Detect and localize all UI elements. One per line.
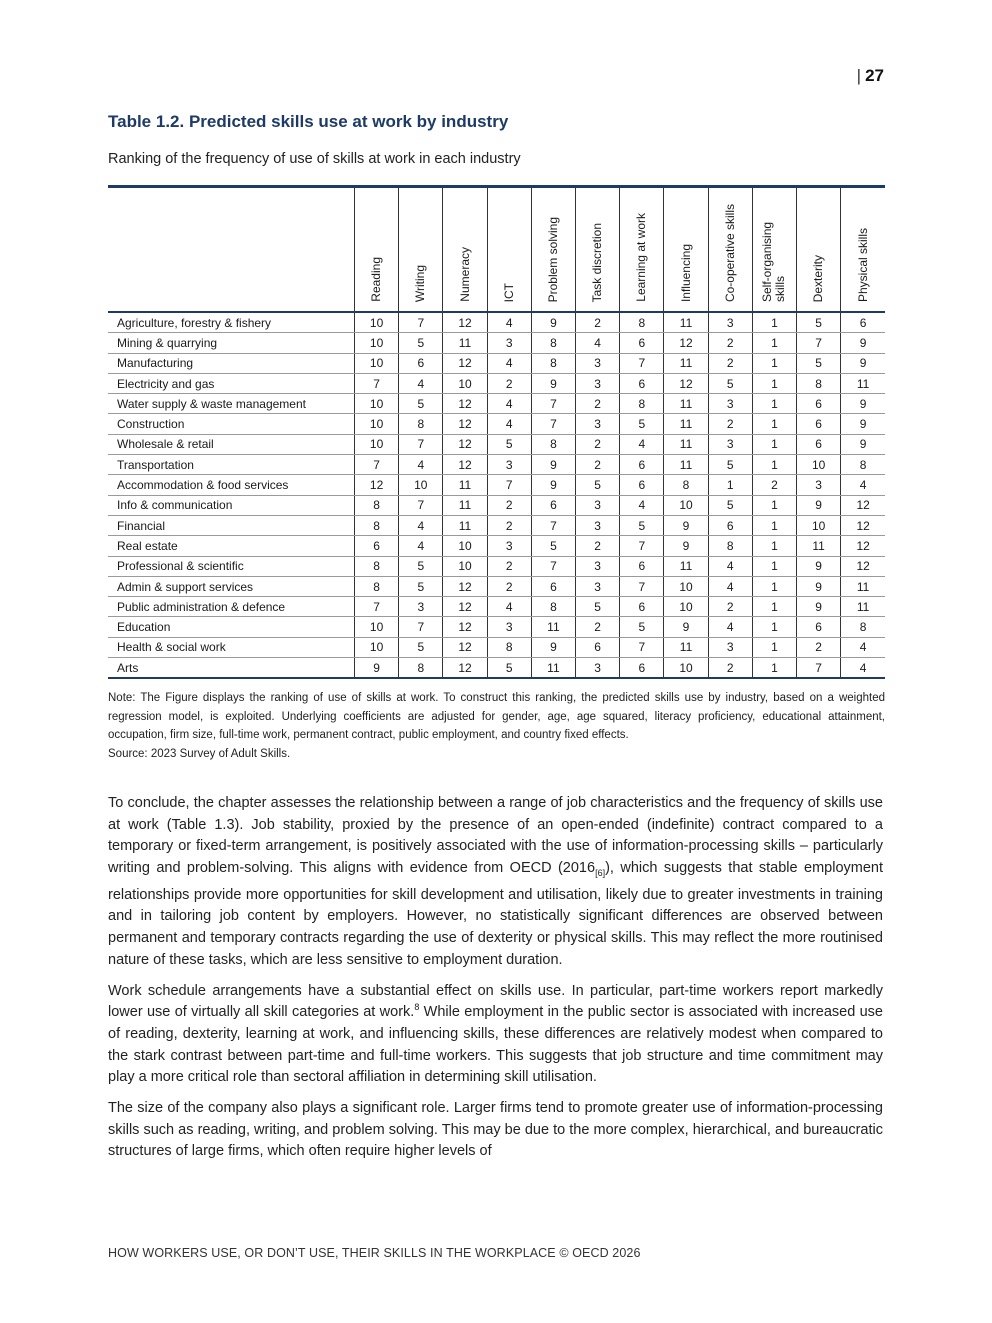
rank-cell: 10 xyxy=(797,515,841,535)
paragraph-3: The size of the company also plays a significant role. Larger firms tend to promote greater use of information-processing skills such as reading, writing, and problem solving. This may be due to the more complex, hierarchical, and bureaucratic structures of large firms, which often require higher levels of xyxy=(108,1100,883,1160)
rank-cell: 1 xyxy=(752,312,796,333)
rank-cell: 5 xyxy=(399,333,443,353)
rank-cell: 7 xyxy=(531,556,575,576)
rank-cell: 8 xyxy=(620,312,664,333)
rank-cell: 7 xyxy=(399,312,443,333)
rank-cell: 2 xyxy=(576,394,620,414)
rank-cell: 11 xyxy=(443,475,487,495)
rank-cell: 5 xyxy=(797,353,841,373)
rank-cell: 8 xyxy=(664,475,708,495)
rank-cell: 9 xyxy=(841,434,885,454)
rank-cell: 10 xyxy=(664,576,708,596)
rank-cell: 5 xyxy=(399,576,443,596)
rank-cell: 9 xyxy=(664,515,708,535)
rank-cell: 9 xyxy=(841,333,885,353)
industry-cell: Mining & quarrying xyxy=(108,333,355,353)
rank-cell: 10 xyxy=(355,333,399,353)
rank-cell: 2 xyxy=(576,312,620,333)
rank-cell: 12 xyxy=(841,495,885,515)
rank-cell: 1 xyxy=(752,434,796,454)
rank-cell: 4 xyxy=(399,515,443,535)
rank-cell: 10 xyxy=(355,617,399,637)
table-row xyxy=(108,658,885,679)
column-header-label: Problem solving xyxy=(545,216,560,302)
rank-cell: 4 xyxy=(487,414,531,434)
rank-cell: 10 xyxy=(443,556,487,576)
rank-cell: 5 xyxy=(708,495,752,515)
rank-cell: 7 xyxy=(531,515,575,535)
rank-cell: 11 xyxy=(443,333,487,353)
column-header xyxy=(443,187,487,313)
rank-cell: 2 xyxy=(576,617,620,637)
rank-cell: 5 xyxy=(487,658,531,679)
column-header xyxy=(841,187,885,313)
page-number-value: 27 xyxy=(865,66,884,85)
table-row xyxy=(108,333,885,353)
rank-cell: 3 xyxy=(797,475,841,495)
rank-cell: 1 xyxy=(752,515,796,535)
rank-cell: 12 xyxy=(841,556,885,576)
rank-cell: 3 xyxy=(576,576,620,596)
rank-cell: 1 xyxy=(752,597,796,617)
industry-header xyxy=(108,187,355,313)
rank-cell: 10 xyxy=(355,637,399,657)
rank-cell: 6 xyxy=(797,394,841,414)
rank-cell: 8 xyxy=(355,495,399,515)
rank-cell: 8 xyxy=(531,434,575,454)
rank-cell: 11 xyxy=(797,536,841,556)
industry-cell: Financial xyxy=(108,515,355,535)
rank-cell: 2 xyxy=(487,373,531,393)
rank-cell: 10 xyxy=(443,373,487,393)
rank-cell: 5 xyxy=(708,373,752,393)
rank-cell: 7 xyxy=(620,576,664,596)
rank-cell: 8 xyxy=(531,353,575,373)
paragraph-2-part-b: While employment in the public sector is associated with increased use of reading, dexterity, learning at work, and influencing skills, these differences are relatively modest when compared to the stark contrast between part-time and full-time workers. This suggests that job structure and time commitment may play a more critical role than sectoral affiliation in determining skill utilisation. xyxy=(108,1004,883,1086)
industry-cell: Real estate xyxy=(108,536,355,556)
table-row xyxy=(108,475,885,495)
column-header xyxy=(487,187,531,313)
rank-cell: 7 xyxy=(355,597,399,617)
rank-cell: 9 xyxy=(841,353,885,373)
rank-cell: 6 xyxy=(841,312,885,333)
rank-cell: 5 xyxy=(399,556,443,576)
rank-cell: 4 xyxy=(487,597,531,617)
column-header xyxy=(797,187,841,313)
rank-cell: 7 xyxy=(355,455,399,475)
rank-cell: 5 xyxy=(399,394,443,414)
rank-cell: 2 xyxy=(708,414,752,434)
rank-cell: 12 xyxy=(443,414,487,434)
rank-cell: 10 xyxy=(664,658,708,679)
column-header-label: Learning at work xyxy=(634,213,649,302)
industry-cell: Manufacturing xyxy=(108,353,355,373)
rank-cell: 3 xyxy=(487,455,531,475)
rank-cell: 11 xyxy=(664,414,708,434)
industry-cell: Accommodation & food services xyxy=(108,475,355,495)
table-body xyxy=(108,312,885,678)
rank-cell: 4 xyxy=(620,495,664,515)
table-row xyxy=(108,617,885,637)
table-header-row xyxy=(108,187,885,313)
rank-cell: 8 xyxy=(399,414,443,434)
table-note-block xyxy=(108,689,885,763)
rank-cell: 6 xyxy=(620,333,664,353)
column-header xyxy=(620,187,664,313)
industry-cell: Info & communication xyxy=(108,495,355,515)
industry-cell: Arts xyxy=(117,660,139,675)
rank-cell: 8 xyxy=(620,394,664,414)
paragraph-1 xyxy=(108,793,883,972)
table-title: Table 1.2. Predicted skills use at work by industry xyxy=(108,112,509,131)
table-row xyxy=(108,434,885,454)
rank-cell: 12 xyxy=(443,658,487,679)
rank-cell: 4 xyxy=(576,333,620,353)
rank-cell: 6 xyxy=(620,475,664,495)
paragraph-2-part-a: Work schedule arrangements have a substantial effect on skills use. In particular, part-time workers report markedly lower use of virtually all skill categories at work. xyxy=(108,982,883,1021)
industry-cell: Agriculture, forestry & fishery xyxy=(108,312,355,333)
column-header-label: Numeracy xyxy=(457,247,472,302)
industry-cell: Electricity and gas xyxy=(108,373,355,393)
rank-cell: 2 xyxy=(708,597,752,617)
rank-cell: 5 xyxy=(708,455,752,475)
table-row xyxy=(108,576,885,596)
rank-cell: 1 xyxy=(752,536,796,556)
rank-cell: 12 xyxy=(841,515,885,535)
column-header-label: Self-organising skills xyxy=(760,221,788,302)
rank-cell: 3 xyxy=(399,597,443,617)
rank-cell: 2 xyxy=(576,455,620,475)
table-row xyxy=(108,495,885,515)
table-row xyxy=(108,597,885,617)
rank-cell: 10 xyxy=(664,495,708,515)
rank-cell: 2 xyxy=(708,658,752,679)
rank-cell: 11 xyxy=(531,617,575,637)
rank-cell: 3 xyxy=(487,536,531,556)
rank-cell: 11 xyxy=(664,394,708,414)
rank-cell: 9 xyxy=(797,556,841,576)
rank-cell: 1 xyxy=(752,353,796,373)
rank-cell: 5 xyxy=(620,617,664,637)
rank-cell: 8 xyxy=(708,536,752,556)
rank-cell: 10 xyxy=(355,312,399,333)
rank-cell: 11 xyxy=(664,434,708,454)
rank-cell: 6 xyxy=(620,658,664,679)
rank-cell: 11 xyxy=(531,658,575,679)
rank-cell: 9 xyxy=(841,414,885,434)
rank-cell: 1 xyxy=(752,394,796,414)
rank-cell: 9 xyxy=(797,597,841,617)
industry-cell: Education xyxy=(108,617,355,637)
rank-cell: 1 xyxy=(752,414,796,434)
rank-cell: 3 xyxy=(576,495,620,515)
rank-cell: 7 xyxy=(399,495,443,515)
rank-cell: 3 xyxy=(576,515,620,535)
rank-cell: 11 xyxy=(443,515,487,535)
rank-cell: 1 xyxy=(752,617,796,637)
rank-cell: 7 xyxy=(620,536,664,556)
rank-cell: 8 xyxy=(841,617,885,637)
rank-cell: 12 xyxy=(355,475,399,495)
rank-cell: 6 xyxy=(531,576,575,596)
rank-cell: 12 xyxy=(443,617,487,637)
rank-cell: 11 xyxy=(664,353,708,373)
rank-cell: 11 xyxy=(841,597,885,617)
rank-cell: 10 xyxy=(664,597,708,617)
rank-cell: 2 xyxy=(708,333,752,353)
rank-cell: 9 xyxy=(664,536,708,556)
column-header xyxy=(399,187,443,313)
column-header xyxy=(752,187,796,313)
rank-cell: 6 xyxy=(797,617,841,637)
rank-cell: 5 xyxy=(797,312,841,333)
column-header-label: Task discretion xyxy=(590,222,605,302)
rank-cell: 8 xyxy=(355,556,399,576)
column-header-label: ICT xyxy=(501,282,516,302)
rank-cell: 2 xyxy=(752,475,796,495)
rank-cell: 6 xyxy=(708,515,752,535)
rank-cell: 1 xyxy=(752,658,796,679)
table-row xyxy=(108,455,885,475)
rank-cell: 7 xyxy=(399,617,443,637)
rank-cell: 3 xyxy=(487,333,531,353)
body-text xyxy=(108,793,883,1172)
rank-cell: 4 xyxy=(487,394,531,414)
rank-cell: 3 xyxy=(708,434,752,454)
rank-cell: 12 xyxy=(443,637,487,657)
rank-cell: 12 xyxy=(664,373,708,393)
industry-cell: Admin & support services xyxy=(108,576,355,596)
rank-cell: 7 xyxy=(620,353,664,373)
rank-cell: 12 xyxy=(443,353,487,373)
rank-cell: 11 xyxy=(841,576,885,596)
column-header xyxy=(576,187,620,313)
rank-cell: 10 xyxy=(355,394,399,414)
rank-cell: 8 xyxy=(531,597,575,617)
rank-cell: 2 xyxy=(576,434,620,454)
rank-cell: 1 xyxy=(708,475,752,495)
rank-cell: 12 xyxy=(443,312,487,333)
rank-cell: 9 xyxy=(664,617,708,637)
rank-cell: 12 xyxy=(443,597,487,617)
rank-cell: 4 xyxy=(708,617,752,637)
rank-cell: 7 xyxy=(797,333,841,353)
page-number xyxy=(857,66,884,86)
rank-cell: 9 xyxy=(797,576,841,596)
rank-cell: 2 xyxy=(487,576,531,596)
rank-cell: 2 xyxy=(797,637,841,657)
rank-cell: 7 xyxy=(797,658,841,679)
rank-cell: 4 xyxy=(487,353,531,373)
column-header-label: Reading xyxy=(369,257,384,302)
rank-cell: 9 xyxy=(531,455,575,475)
rank-cell: 4 xyxy=(841,658,885,679)
rank-cell: 2 xyxy=(576,536,620,556)
column-header-label: Influencing xyxy=(678,243,693,302)
industry-cell: Health & social work xyxy=(108,637,355,657)
rank-cell: 9 xyxy=(355,658,399,679)
rank-cell: 11 xyxy=(664,556,708,576)
rank-cell: 11 xyxy=(443,495,487,515)
industry-cell: Water supply & waste management xyxy=(108,394,355,414)
paragraph-1-part-b: ), which suggests that stable employment relationships provide more opportunities for skill development and utilisation, likely due to greater investments in training and in tailoring job content by employers. However, no statistically significant differences are observed between permanent and temporary contracts regarding the use of dexterity or physical skills. This may reflect the more routinised nature of these tasks, which are less sensitive to employment duration. xyxy=(108,860,883,968)
table-note: Note: The Figure displays the ranking of use of skills at work. To construct this ranking, the predicted skills use by industry, based on a weighted regression model, is exploited. Underlying coefficients are adjusted for gender, age, age squared, literacy proficiency, educational attainment, occupation, firm size, full-time work, permanent contract, public employment, and country fixed effects. xyxy=(108,692,885,741)
table-row xyxy=(108,414,885,434)
page-footer: HOW WORKERS USE, OR DON’T USE, THEIR SKILLS IN THE WORKPLACE © OECD 2026 xyxy=(108,1246,641,1260)
rank-cell: 5 xyxy=(399,637,443,657)
rank-cell: 8 xyxy=(399,658,443,679)
skills-table xyxy=(108,185,885,679)
column-header-label: Co-operative skills xyxy=(722,203,737,302)
citation-link[interactable]: [6] xyxy=(595,868,606,878)
rank-cell: 4 xyxy=(708,576,752,596)
table-row xyxy=(108,394,885,414)
rank-cell: 11 xyxy=(664,455,708,475)
rank-cell: 2 xyxy=(487,515,531,535)
rank-cell: 5 xyxy=(487,434,531,454)
rank-cell: 1 xyxy=(752,495,796,515)
rank-cell: 8 xyxy=(841,455,885,475)
rank-cell: 8 xyxy=(355,515,399,535)
rank-cell: 8 xyxy=(797,373,841,393)
rank-cell: 3 xyxy=(576,414,620,434)
rank-cell: 6 xyxy=(797,434,841,454)
table-row xyxy=(108,312,885,333)
rank-cell: 5 xyxy=(576,475,620,495)
rank-cell: 2 xyxy=(487,556,531,576)
paragraph-2 xyxy=(108,981,883,1090)
rank-cell: 6 xyxy=(399,353,443,373)
rank-cell: 10 xyxy=(797,455,841,475)
rank-cell: 1 xyxy=(752,333,796,353)
industry-cell: Public administration & defence xyxy=(108,597,355,617)
rank-cell: 10 xyxy=(399,475,443,495)
rank-cell: 7 xyxy=(355,373,399,393)
rank-cell: 5 xyxy=(576,597,620,617)
table-row xyxy=(108,536,885,556)
rank-cell: 3 xyxy=(576,373,620,393)
rank-cell: 2 xyxy=(708,353,752,373)
rank-cell: 4 xyxy=(708,556,752,576)
rank-cell: 6 xyxy=(531,495,575,515)
table-row xyxy=(108,556,885,576)
rank-cell: 6 xyxy=(620,556,664,576)
rank-cell: 4 xyxy=(487,312,531,333)
rank-cell: 7 xyxy=(487,475,531,495)
column-header xyxy=(355,187,399,313)
footnote-link[interactable]: 8 xyxy=(414,1002,420,1013)
rank-cell: 8 xyxy=(531,333,575,353)
rank-cell: 12 xyxy=(841,536,885,556)
rank-cell: 11 xyxy=(841,373,885,393)
rank-cell: 9 xyxy=(531,475,575,495)
rank-cell: 7 xyxy=(620,637,664,657)
rank-cell: 3 xyxy=(708,394,752,414)
rank-cell: 4 xyxy=(620,434,664,454)
page-number-divider: | xyxy=(856,66,862,85)
rank-cell: 10 xyxy=(355,414,399,434)
rank-cell: 4 xyxy=(399,536,443,556)
rank-cell: 3 xyxy=(576,556,620,576)
rank-cell: 2 xyxy=(487,495,531,515)
table-row xyxy=(108,353,885,373)
rank-cell: 3 xyxy=(487,617,531,637)
rank-cell: 9 xyxy=(531,373,575,393)
rank-cell: 4 xyxy=(841,475,885,495)
rank-cell: 4 xyxy=(841,637,885,657)
rank-cell: 12 xyxy=(443,434,487,454)
rank-cell: 9 xyxy=(797,495,841,515)
industry-cell: Wholesale & retail xyxy=(108,434,355,454)
table-subtitle: Ranking of the frequency of use of skills at work in each industry xyxy=(108,151,521,167)
column-header xyxy=(531,187,575,313)
rank-cell: 1 xyxy=(752,637,796,657)
rank-cell: 1 xyxy=(752,455,796,475)
rank-cell: 10 xyxy=(443,536,487,556)
rank-cell: 6 xyxy=(355,536,399,556)
column-header xyxy=(708,187,752,313)
rank-cell: 5 xyxy=(531,536,575,556)
rank-cell: 6 xyxy=(620,597,664,617)
rank-cell: 12 xyxy=(443,576,487,596)
rank-cell: 4 xyxy=(399,373,443,393)
rank-cell: 9 xyxy=(841,394,885,414)
rank-cell: 1 xyxy=(752,556,796,576)
rank-cell: 3 xyxy=(576,658,620,679)
rank-cell: 5 xyxy=(620,515,664,535)
rank-cell: 8 xyxy=(487,637,531,657)
rank-cell: 5 xyxy=(620,414,664,434)
rank-cell: 10 xyxy=(355,353,399,373)
rank-cell: 9 xyxy=(531,312,575,333)
column-header xyxy=(664,187,708,313)
table-source: Source: 2023 Survey of Adult Skills. xyxy=(108,747,291,760)
industry-cell: Construction xyxy=(108,414,355,434)
rank-cell: 6 xyxy=(576,637,620,657)
industry-cell: Transportation xyxy=(108,455,355,475)
rank-cell: 3 xyxy=(576,353,620,373)
rank-cell: 6 xyxy=(620,455,664,475)
table-row xyxy=(108,373,885,393)
rank-cell: 6 xyxy=(620,373,664,393)
rank-cell: 11 xyxy=(664,312,708,333)
column-header-label: Physical skills xyxy=(855,227,870,302)
rank-cell: 7 xyxy=(531,414,575,434)
rank-cell: 8 xyxy=(355,576,399,596)
rank-cell: 12 xyxy=(443,455,487,475)
rank-cell: 12 xyxy=(664,333,708,353)
column-header-label: Writing xyxy=(413,264,428,302)
rank-cell: 6 xyxy=(797,414,841,434)
rank-cell: 7 xyxy=(399,434,443,454)
rank-cell: 3 xyxy=(708,312,752,333)
rank-cell: 1 xyxy=(752,373,796,393)
industry-cell: Professional & scientific xyxy=(108,556,355,576)
rank-cell: 11 xyxy=(664,637,708,657)
paragraph-1-part-a: To conclude, the chapter assesses the relationship between a range of job characteristics and the frequency of skills use at work (Table 1.3). Job stability, proxied by the presence of an open-ended (indefinite) contract compared to a temporary or fixed-term arrangement, is positively associated with the use of information-processing skills – particularly writing and problem-solving. This aligns with evidence from OECD (2016 xyxy=(108,795,883,877)
rank-cell: 1 xyxy=(752,576,796,596)
rank-cell: 3 xyxy=(708,637,752,657)
rank-cell: 7 xyxy=(531,394,575,414)
column-header-label: Dexterity xyxy=(811,254,826,302)
rank-cell: 10 xyxy=(355,434,399,454)
rank-cell: 12 xyxy=(443,394,487,414)
table-row xyxy=(108,515,885,535)
table-row xyxy=(108,637,885,657)
rank-cell: 4 xyxy=(399,455,443,475)
rank-cell: 9 xyxy=(531,637,575,657)
